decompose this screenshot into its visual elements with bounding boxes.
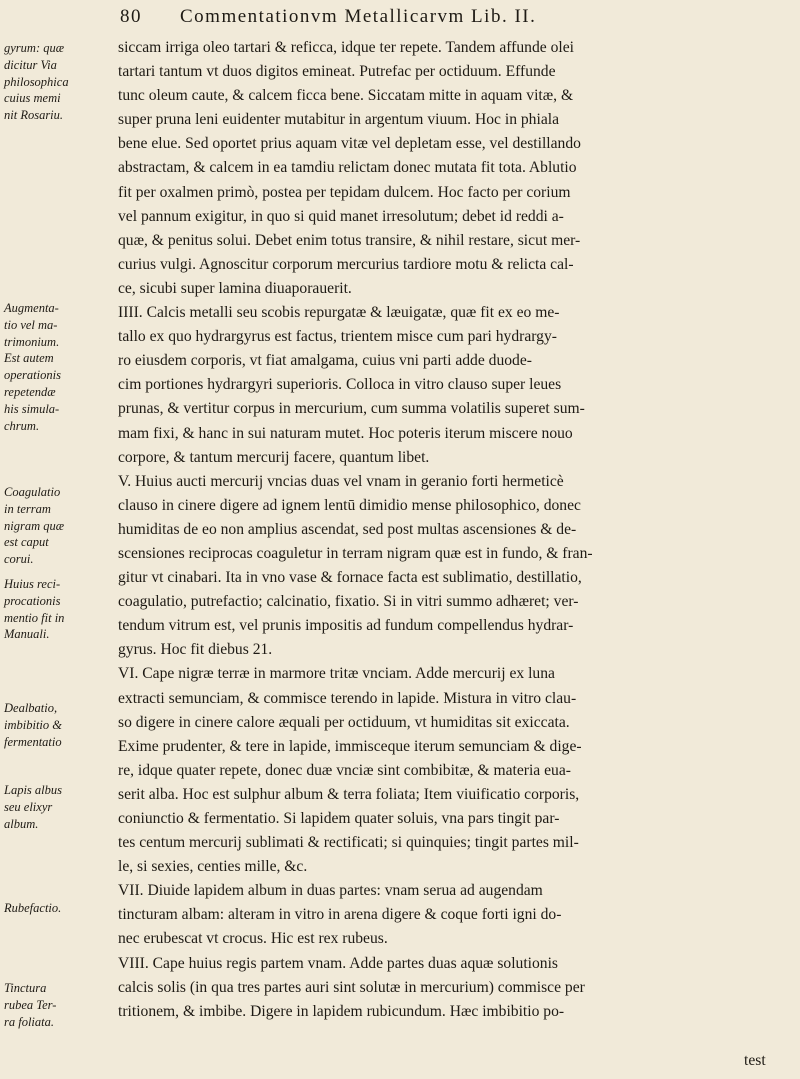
text-line: mam fixi, & hanc in sui naturam mutet. Hoc poteris iterum miscere nouo	[118, 424, 573, 442]
text-line: clauso in cinere digere ad ignem lentū dimidio mense philosophico, donec	[118, 496, 581, 514]
text-line: ro eiusdem corporis, vt fiat amalgama, cuius vni parti adde duode-	[118, 352, 532, 370]
margin-note-line: fermentatio	[4, 734, 62, 749]
text-line: le, si sexies, centies mille, &c.	[118, 858, 308, 876]
text-line: VIII. Cape huius regis partem vnam. Adde partes duas aquæ solutionis	[118, 954, 559, 972]
text-line: VI. Cape nigræ terræ in marmore tritæ vnciam. Adde mercurij ex luna	[118, 665, 555, 683]
margin-note-line: in terram	[4, 501, 51, 516]
margin-note-line: dicitur Via	[4, 57, 57, 72]
margin-note-line: Dealbatio,	[4, 701, 58, 715]
text-line: scensiones reciprocas coaguletur in terram nigram quæ est in fundo, & fran-	[118, 544, 593, 562]
margin-note-line: nigram quæ	[4, 518, 65, 533]
catchword: test	[744, 1052, 766, 1069]
page-header	[120, 6, 780, 28]
text-line: tritionem, & imbibe. Digere in lapidem rubicundum. Hæc imbibitio po-	[118, 1002, 565, 1020]
margin-note-line: mentio fit in	[4, 610, 65, 625]
text-line: coagulatio, putrefactio; calcinatio, fixatio. Si in vitri summo adhæret; ver-	[118, 593, 579, 611]
margin-note-line: Rubefactio.	[4, 901, 62, 915]
text-line: IIII. Calcis metalli seu scobis repurgatæ & læuigatæ, quæ fit ex eo me-	[118, 304, 560, 322]
margin-note-line: Tinctura	[4, 981, 47, 995]
margin-note-line: chrum.	[4, 418, 40, 433]
margin-note-8	[4, 980, 114, 1030]
margin-note-line: rubea Ter-	[4, 997, 57, 1012]
margin-note-line: Coagulatio	[4, 485, 61, 499]
margin-note-6	[4, 782, 114, 832]
margin-note-line: cuius memi	[4, 91, 61, 106]
margin-note-5	[4, 700, 114, 750]
text-line: tunc oleum caute, & calcem ficca bene. Siccatam mitte in aquam vitæ, &	[118, 87, 574, 105]
margin-note-2	[4, 300, 114, 434]
margin-note-line: Manuali.	[4, 627, 50, 642]
text-line: coniunctio & fermentatio. Si lapidem quater soluis, vna pars tingit par-	[118, 810, 560, 827]
text-line: tendum vitrum est, vel prunis impositis ad fundum compellendus hydrar-	[118, 617, 574, 635]
text-line: humiditas de eo non amplius ascendat, sed post multas ascensiones & de-	[118, 520, 577, 538]
margin-note-line: gyrum: quæ	[4, 41, 65, 55]
text-line: re, idque quater repete, donec duæ vnciæ sint combibitæ, & materia eua-	[118, 761, 571, 779]
margin-note-line: philosophica	[4, 74, 69, 89]
running-title: Commentationvm Metallicarvm Lib. II.	[180, 6, 537, 27]
text-line: V. Huius aucti mercurij vncias duas vel vnam in geranio forti hermeticè	[118, 472, 564, 490]
text-line: serit alba. Hoc est sulphur album & terra foliata; Item viuificatio corporis,	[118, 785, 580, 803]
text-line: gyrus. Hoc fit diebus 21.	[118, 641, 273, 659]
margin-note-line: corui.	[4, 552, 34, 567]
margin-note-1	[4, 40, 114, 124]
body-text	[118, 36, 782, 1024]
margin-note-line: seu elixyr	[4, 799, 53, 814]
margin-note-line: repetendæ	[4, 384, 56, 399]
text-line: curius vulgi. Agnoscitur corporum mercurius tardiore motu & relicta cal-	[118, 255, 574, 273]
text-line: tincturam albam: alteram in vitro in arena digere & coque forti igni do-	[118, 906, 562, 924]
text-line: cim portiones hydrargyri superioris. Colloca in vitro clauso super leues	[118, 376, 562, 394]
margin-note-line: trimonium.	[4, 334, 60, 349]
margin-note-line: Huius reci-	[4, 577, 61, 591]
margin-note-line: Augmenta-	[4, 301, 59, 315]
text-line: so digere in cinere calore æquali per octiduum, vt humiditas sit exiccata.	[118, 713, 570, 731]
text-line: siccam irriga oleo tartari & reficca, idque ter repete. Tandem affunde olei	[118, 39, 574, 56]
text-line: extracti semunciam, & commisce terendo in lapide. Mistura in vitro clau-	[118, 689, 577, 707]
margin-note-line: ra foliata.	[4, 1014, 55, 1029]
margin-note-line: est caput	[4, 535, 49, 550]
text-line: super pruna leni euidenter mutabitur in argentum viuum. Hoc in phiala	[118, 111, 559, 129]
margin-note-line: nit Rosariu.	[4, 108, 64, 123]
text-line: VII. Diuide lapidem album in duas partes: vnam serua ad augendam	[118, 882, 543, 900]
text-line: tallo ex quo hydrargyrus est factus, trientem misce cum pari hydrargy-	[118, 328, 557, 346]
text-line: ce, sicubi super lamina diuaporauerit.	[118, 279, 352, 297]
text-line: bene elue. Sed oportet prius aquam vitæ vel depletam esse, vel destillando	[118, 135, 581, 153]
text-line: Exime prudenter, & tere in lapide, immisceque iterum semunciam & dige-	[118, 737, 582, 755]
margin-note-3	[4, 484, 114, 568]
margin-note-line: his simula-	[4, 401, 60, 416]
text-line: abstractam, & calcem in ea tamdiu relictam donec mutata fit tota. Ablutio	[118, 159, 577, 177]
margin-note-line: Lapis albus	[4, 783, 63, 797]
margin-note-line: Est autem	[4, 351, 54, 366]
page-number: 80	[120, 6, 142, 27]
text-line: prunas, & vertitur corpus in mercurium, cum summa volatilis superet sum-	[118, 400, 585, 418]
text-line: corpore, & tantum mercurij facere, quantum libet.	[118, 448, 430, 466]
margin-note-7	[4, 900, 114, 917]
text-line: calcis solis (in qua tres partes auri sint solutæ in mercurium) commisce per	[118, 978, 585, 996]
margin-note-line: album.	[4, 816, 39, 831]
text-line: nec erubescat vt crocus. Hic est rex rubeus.	[118, 930, 388, 948]
text-line: fit per oxalmen primò, postea per tepidam dulcem. Hoc facto per corium	[118, 183, 571, 201]
text-line: gitur vt cinabari. Ita in vno vase & fornace facta est sublimatio, destillatio,	[118, 569, 582, 587]
text-line: tes centum mercurij sublimati & rectificati; si quinquies; tingit partes mil-	[118, 834, 579, 852]
margin-note-4	[4, 576, 114, 643]
text-line: vel pannum exigitur, in quo si quid manet irresolutum; debet id reddi a-	[118, 207, 564, 225]
margin-note-line: operationis	[4, 368, 61, 383]
text-line: quæ, & penitus solui. Debet enim totus transire, & nihil restare, sicut mer-	[118, 231, 581, 249]
margin-note-line: tio vel ma-	[4, 317, 58, 332]
margin-note-line: imbibitio &	[4, 717, 62, 732]
text-line: tartari tantum vt duos digitos emineat. Putrefac per octiduum. Effunde	[118, 63, 556, 81]
margin-note-line: procationis	[4, 593, 61, 608]
